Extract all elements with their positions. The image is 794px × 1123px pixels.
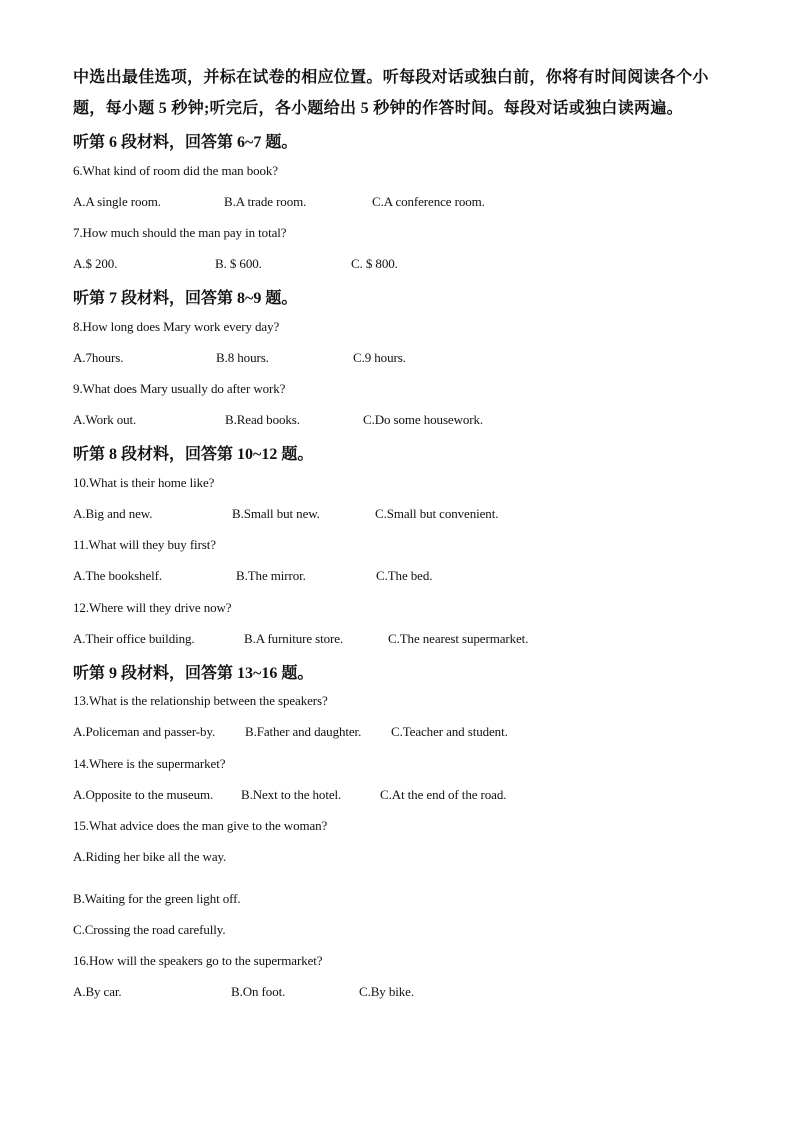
- question-12-option-c: C.The nearest supermarket.: [388, 631, 529, 646]
- question-8-option-b: B.8 hours.: [216, 350, 269, 365]
- question-11-option-c: C.The bed.: [376, 568, 433, 583]
- question-6-option-a: A.A single room.: [73, 194, 161, 209]
- question-8-option-a: A.7hours.: [73, 350, 124, 365]
- section-heading-material-7: 听第 7 段材料，回答第 8~9 题。: [73, 290, 298, 307]
- instructions-line-2: 题，每小题 5 秒钟;听完后，各小题给出 5 秒钟的作答时间。每段对话或独白读两遍。: [73, 100, 683, 117]
- question-11-option-b: B.The mirror.: [236, 568, 306, 583]
- question-6: 6.What kind of room did the man book?: [73, 163, 278, 178]
- question-14-option-c: C.At the end of the road.: [380, 787, 507, 802]
- question-12-option-a: A.Their office building.: [73, 631, 195, 646]
- question-16-option-b: B.On foot.: [231, 984, 286, 999]
- question-10-option-b: B.Small but new.: [232, 506, 320, 521]
- question-8-option-c: C.9 hours.: [353, 350, 406, 365]
- instructions-paragraph: [73, 62, 733, 124]
- question-13-option-c: C.Teacher and student.: [391, 724, 508, 739]
- question-6-option-b: B.A trade room.: [224, 194, 307, 209]
- question-12-option-b: B.A furniture store.: [244, 631, 344, 646]
- section-heading-material-8: 听第 8 段材料，回答第 10~12 题。: [73, 446, 314, 463]
- question-10: 10.What is their home like?: [73, 475, 215, 490]
- question-13-option-b: B.Father and daughter.: [245, 724, 362, 739]
- question-7: 7.How much should the man pay in total?: [73, 225, 287, 240]
- question-15: 15.What advice does the man give to the woman?: [73, 818, 328, 833]
- question-9-option-a: A.Work out.: [73, 412, 137, 427]
- question-15-option-b: B.Waiting for the green light off.: [73, 891, 241, 906]
- question-11-option-a: A.The bookshelf.: [73, 568, 163, 583]
- question-10-option-a: A.Big and new.: [73, 506, 153, 521]
- question-16-option-c: C.By bike.: [359, 984, 414, 999]
- question-11: 11.What will they buy first?: [73, 537, 216, 552]
- question-14-option-b: B.Next to the hotel.: [241, 787, 342, 802]
- question-15-option-c: C.Crossing the road carefully.: [73, 922, 226, 937]
- question-6-option-c: C.A conference room.: [372, 194, 485, 209]
- question-13-option-a: A.Policeman and passer-by.: [73, 724, 216, 739]
- instructions-line-1: 中选出最佳选项，并标在试卷的相应位置。听每段对话或独白前，你将有时间阅读各个小: [73, 69, 709, 86]
- section-heading-material-9: 听第 9 段材料，回答第 13~16 题。: [73, 665, 314, 682]
- question-7-option-a: A.$ 200.: [73, 256, 118, 271]
- section-heading-material-6: 听第 6 段材料，回答第 6~7 题。: [73, 134, 298, 151]
- question-9: 9.What does Mary usually do after work?: [73, 381, 286, 396]
- question-7-option-c: C. $ 800.: [351, 256, 398, 271]
- question-15-option-a: A.Riding her bike all the way.: [73, 849, 227, 864]
- question-16: 16.How will the speakers go to the supermarket?: [73, 953, 323, 968]
- question-9-option-b: B.Read books.: [225, 412, 300, 427]
- question-7-option-b: B. $ 600.: [215, 256, 262, 271]
- question-13: 13.What is the relationship between the speakers?: [73, 693, 328, 708]
- question-14: 14.Where is the supermarket?: [73, 756, 226, 771]
- question-12: 12.Where will they drive now?: [73, 600, 232, 615]
- question-10-option-c: C.Small but convenient.: [375, 506, 499, 521]
- question-9-option-c: C.Do some housework.: [363, 412, 484, 427]
- question-8: 8.How long does Mary work every day?: [73, 319, 280, 334]
- question-14-option-a: A.Opposite to the museum.: [73, 787, 214, 802]
- question-16-option-a: A.By car.: [73, 984, 122, 999]
